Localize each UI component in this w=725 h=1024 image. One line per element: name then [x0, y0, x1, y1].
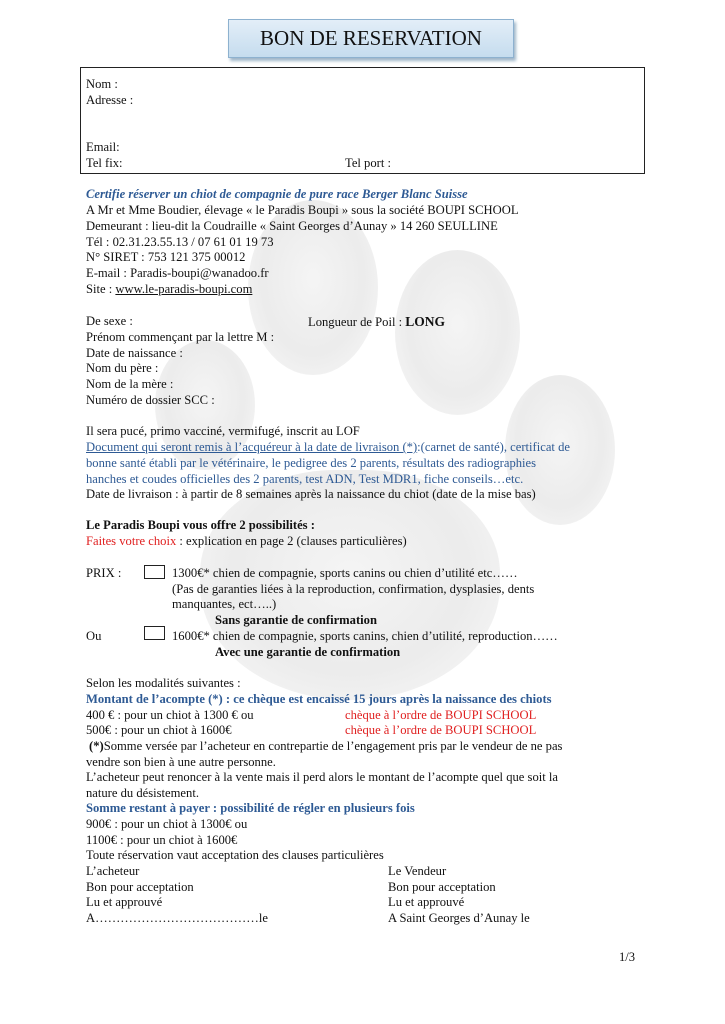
breeder-tel: Tél : 02.31.23.55.13 / 07 61 01 19 73: [86, 235, 274, 249]
ou-label: Ou: [86, 629, 102, 643]
choix-line: Faites votre choix : explication en page 2 (clauses particulières): [86, 534, 407, 548]
option2-guarantee: Avec une garantie de confirmation: [215, 645, 401, 659]
naissance-field: Date de naissance :: [86, 346, 183, 360]
option1-line3: manquantes, ect…..): [172, 597, 277, 611]
breeder-site: Site : www.le-paradis-boupi.com: [86, 282, 253, 296]
renonce-line2: nature du désistement.: [86, 786, 199, 800]
documents-line3: hanches et coudes officielles des 2 parents, test ADN, Test MDR1, fiche conseils…etc.: [86, 472, 524, 486]
acheteur-label: L’acheteur: [86, 864, 140, 878]
acompte-heading: Montant de l’acompte (*) : ce chèque est encaissé 15 jours après la naissance des chiots: [86, 692, 552, 706]
breeder-siret: N° SIRET : 753 121 375 00012: [86, 250, 246, 264]
option1-checkbox[interactable]: [144, 565, 165, 579]
acompte-note-line2: vendre son bien à une autre personne.: [86, 755, 276, 769]
livraison-line: Date de livraison : à partir de 8 semaines après la naissance du chiot (date de la mise bas): [86, 487, 536, 501]
restant-row2: 1100€ : pour un chiot à 1600€: [86, 833, 238, 847]
email-field: Email:: [86, 140, 120, 154]
acompte-note-line1: (*)Somme versée par l’acheteur en contrepartie de l’engagement pris par le vendeur de ne pas: [89, 739, 563, 753]
restant-row1: 900€ : pour un chiot à 1300€ ou: [86, 817, 248, 831]
restant-heading: Somme restant à payer : possibilité de régler en plusieurs fois: [86, 801, 415, 815]
adresse-field: Adresse :: [86, 93, 134, 107]
renonce-line1: L’acheteur peut renoncer à la vente mais il perd alors le montant de l’acompte quel que soit la: [86, 770, 558, 784]
acompte-row2: 500€ : pour un chiot à 1600€: [86, 723, 232, 737]
option2-line1: 1600€* chien de compagnie, sports canins, chien d’utilité, reproduction……: [172, 629, 558, 643]
documents-line1: Document qui seront remis à l’acquéreur à la date de livraison (*):(carnet de santé), certificat de: [86, 440, 570, 454]
nom-field: Nom :: [86, 77, 118, 91]
puce-line: Il sera pucé, primo vacciné, vermifugé, inscrit au LOF: [86, 424, 360, 438]
breeder-email: E-mail : Paradis-boupi@wanadoo.fr: [86, 266, 269, 280]
lu-approuve-left: Lu et approuvé: [86, 895, 163, 909]
document-title: BON DE RESERVATION: [228, 19, 514, 58]
options-heading: Le Paradis Boupi vous offre 2 possibilités :: [86, 518, 315, 532]
prenom-field: Prénom commençant par la lettre M :: [86, 330, 275, 344]
mere-field: Nom de la mère :: [86, 377, 174, 391]
acompte-row1: 400 € : pour un chiot à 1300 € ou: [86, 708, 254, 722]
site-link[interactable]: www.le-paradis-boupi.com: [115, 282, 253, 296]
acompte-row1-cheque: chèque à l’ordre de BOUPI SCHOOL: [345, 708, 537, 722]
poil-field: Longueur de Poil : LONG: [308, 314, 446, 329]
option1-line1: 1300€* chien de compagnie, sports canins ou chien d’utilité etc……: [172, 566, 518, 580]
clauses-line: Toute réservation vaut acceptation des clauses particulières: [86, 848, 384, 862]
sexe-field: De sexe :: [86, 314, 133, 328]
tel-port-field: Tel port :: [345, 156, 391, 170]
breeder-line2: Demeurant : lieu-dit la Coudraille « Saint Georges d’Aunay » 14 260 SEULLINE: [86, 219, 498, 233]
breeder-line1: A Mr et Mme Boudier, élevage « le Paradis Boupi » sous la société BOUPI SCHOOL: [86, 203, 519, 217]
bon-acceptation-right: Bon pour acceptation: [388, 880, 496, 894]
signature-place-left: A…………………………………le: [86, 911, 268, 925]
page-number: 1/3: [619, 950, 636, 964]
documents-line2: bonne santé établi par le vétérinaire, le pedigree des 2 parents, résultats des radiographies: [86, 456, 537, 470]
tel-fix-field: Tel fix:: [86, 156, 123, 170]
pere-field: Nom du père :: [86, 361, 159, 375]
bon-acceptation-left: Bon pour acceptation: [86, 880, 194, 894]
lu-approuve-right: Lu et approuvé: [388, 895, 465, 909]
vendeur-label: Le Vendeur: [388, 864, 447, 878]
option1-line2: (Pas de garanties liées à la reproduction, confirmation, dysplasies, dents: [172, 582, 535, 596]
option1-guarantee: Sans garantie de confirmation: [215, 613, 377, 627]
acompte-row2-cheque: chèque à l’ordre de BOUPI SCHOOL: [345, 723, 537, 737]
dossier-field: Numéro de dossier SCC :: [86, 393, 215, 407]
modalites-line: Selon les modalités suivantes :: [86, 676, 241, 690]
prix-label: PRIX :: [86, 566, 122, 580]
certifie-heading: Certifie réserver un chiot de compagnie de pure race Berger Blanc Suisse: [86, 187, 468, 201]
option2-checkbox[interactable]: [144, 626, 165, 640]
signature-place-right: A Saint Georges d’Aunay le: [388, 911, 530, 925]
